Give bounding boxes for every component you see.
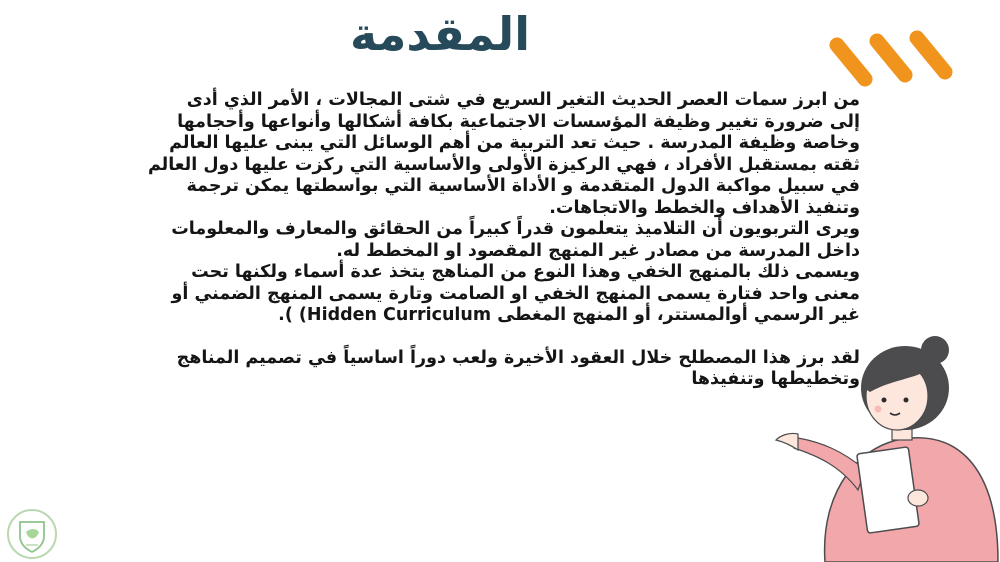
- paragraph-conclusion: لقد برز هذا المصطلح خلال العقود الأخيرة ولعب دوراً اساسياً في تصميم المناهج وتخطيطها وتنفيذها: [176, 347, 860, 389]
- shield-leaf-logo: [6, 508, 58, 560]
- paragraph-spacer: [40, 327, 860, 348]
- body-text: [40, 90, 860, 391]
- paragraph-educators: ويرى التربويون أن التلاميذ يتعلمون قدراً كبيراً من الحقائق والمعارف والمعلومات داخل المدرسة من مصادر غير المنهج المقصود او المخطط له.: [171, 219, 860, 261]
- orange-stripes-icon: [825, 30, 960, 92]
- woman-holding-paper-illustration: [770, 330, 1000, 562]
- paragraph-intro: من ابرز سمات العصر الحديث التغير السريع في شتى المجالات ، الأمر الذي أدى إلى ضرورة تغيير وظيفة المؤسسات الاجتماعية بكافة أشكالها وأنواعها وأحجامها وخاصة وظيفة المدرسة . حيث تعد التربية من أهم الوسائل التي يبنى عليها العالم ثقته بمستقبل الأفراد ، فهي الركيزة الأولى والأساسية التي ركزت عليها دول العالم في سبيل مواكبة الدول المتقدمة و الأداة الأساسية التي بواسطتها يمكن ترجمة وتنفيذ الأهداف والخطط والاتجاهات.: [147, 90, 860, 218]
- slide-title: المقدمة: [350, 7, 530, 61]
- paragraph-hidden-curriculum: ويسمى ذلك بالمنهج الخفي وهذا النوع من المناهج يتخذ عدة أسماء ولكنها تحت معنى واحد فتارة يسمى المنهج الخفي او الصامت وتارة يسمى المنهج الضمني أو غير الرسمي أوالمستتر، أو المنهج المغطى Hidden Curriculum) ).: [171, 262, 860, 325]
